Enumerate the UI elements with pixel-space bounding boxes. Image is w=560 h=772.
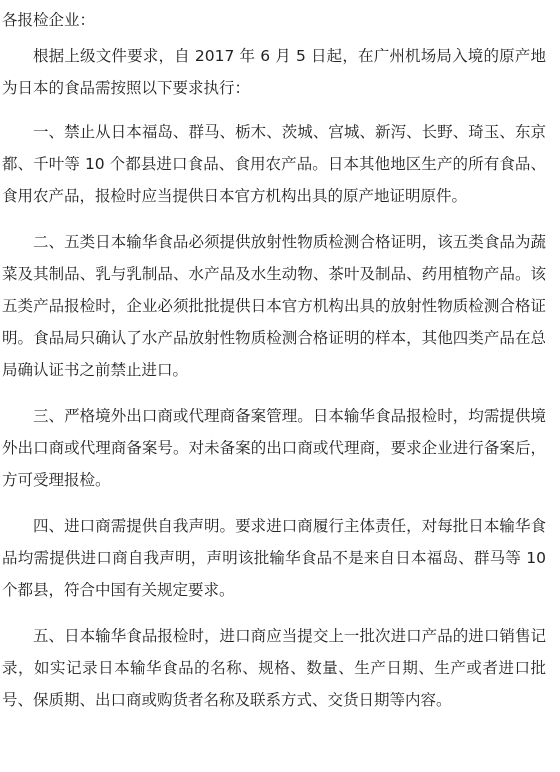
requirement-paragraph-4: 四、进口商需提供自我声明。要求进口商履行主体责任，对每批日本输华食品均需提供进口商自我声明，声明该批输华食品不是来自日本福岛、群马等 10 个都县，符合中国有关规定要求。 [2, 517, 546, 599]
greeting-line: 各报检企业： [2, 11, 96, 29]
requirement-paragraph-5: 五、日本输华食品报检时，进口商应当提交上一批次进口产品的进口销售记录，如实记录日本输华食品的名称、规格、数量、生产日期、生产或者进口批号、保质期、出口商或购货者名称及联系方式、交货日期等内容。 [2, 627, 546, 709]
requirement-paragraph-3: 三、严格境外出口商或代理商备案管理。日本输华食品报检时，均需提供境外出口商或代理商备案号。对未备案的出口商或代理商，要求企业进行备案后，方可受理报检。 [2, 407, 546, 489]
requirement-paragraph-2: 二、五类日本输华食品必须提供放射性物质检测合格证明，该五类食品为蔬菜及其制品、乳与乳制品、水产品及水生动物、茶叶及制品、药用植物产品。该五类产品报检时，企业必须批批提供日本官方机构出具的放射性物质检测合格证明。食品局只确认了水产品放射性物质检测合格证明的样本，其他四类产品在总局确认证书之前禁止进口。 [2, 233, 546, 379]
requirement-paragraph-1: 一、禁止从日本福岛、群马、栃木、茨城、宫城、新泻、长野、琦玉、东京都、千叶等 10 个都县进口食品、食用农产品。日本其他地区生产的所有食品、食用农产品，报检时应当提供日本官方机构出具的原产地证明原件。 [2, 123, 546, 205]
intro-paragraph: 根据上级文件要求，自 2017 年 6 月 5 日起，在广州机场局入境的原产地为日本的食品需按照以下要求执行： [2, 47, 546, 97]
